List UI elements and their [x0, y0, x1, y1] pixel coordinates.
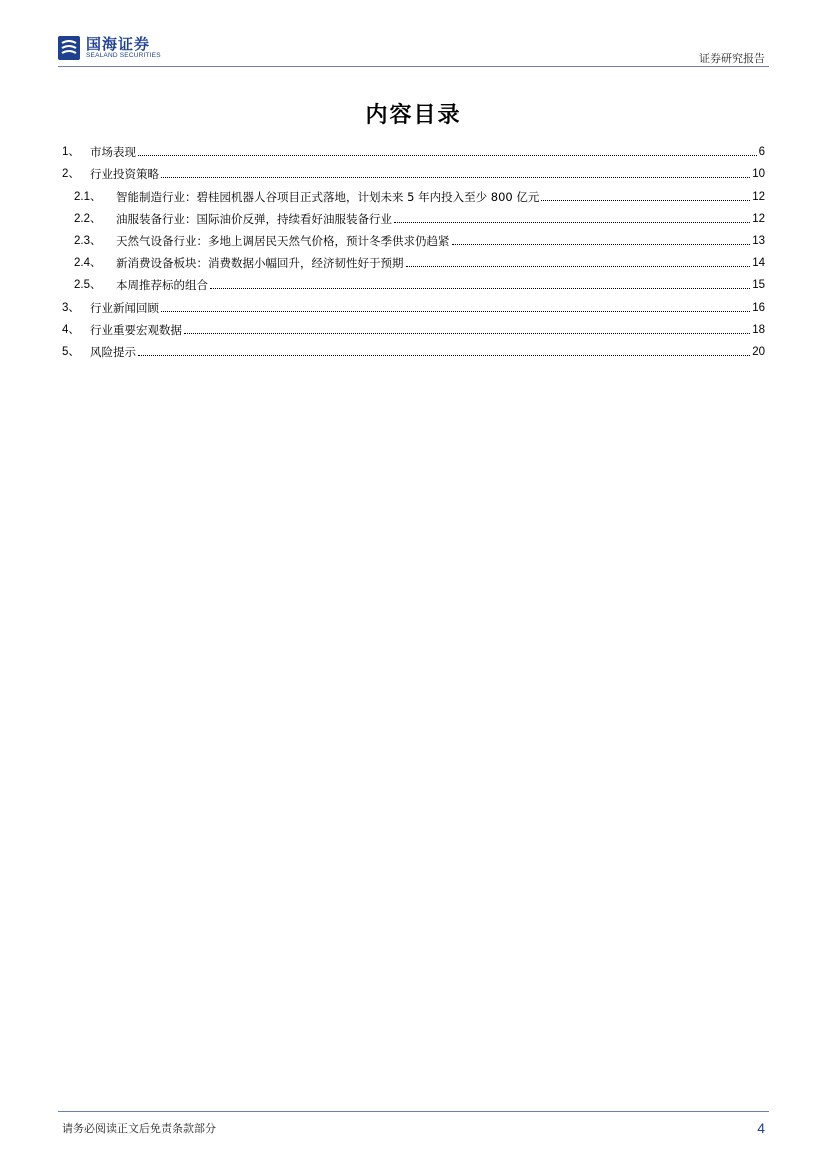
toc-entry-number: 2.2、 [74, 212, 102, 225]
toc-entry-number: 5、 [62, 345, 80, 358]
toc-entry[interactable] [62, 204, 765, 226]
toc-entry-number: 2.4、 [74, 257, 102, 270]
toc-entry-label[interactable]: 智能制造行业：碧桂园机器人谷项目正式落地，计划未来 5 年内投入至少 800 亿元 [116, 189, 540, 204]
toc-dot-leader [161, 177, 750, 178]
toc-title: 内容目录 [365, 102, 462, 128]
toc-entry-page[interactable]: 12 [752, 190, 765, 203]
toc-entry-label[interactable]: 天然气设备行业：多地上调居民天然气价格，预计冬季供求仍趋紧 [116, 233, 450, 248]
page-number: 4 [757, 1120, 765, 1136]
company-logo [58, 36, 161, 60]
toc-entry[interactable] [62, 292, 765, 314]
page-header [0, 0, 827, 70]
toc-entry-page[interactable]: 18 [752, 323, 765, 336]
toc-entry[interactable] [62, 315, 765, 337]
toc-entry-page[interactable]: 12 [752, 212, 765, 225]
toc-entry-page[interactable]: 14 [752, 257, 765, 270]
toc-entry-number: 1、 [62, 146, 80, 159]
logo-chinese-name: 国海证券 [86, 35, 151, 53]
toc-dot-leader [394, 222, 750, 223]
toc-entry-page[interactable]: 15 [752, 279, 765, 292]
toc-entry-label[interactable]: 风险提示 [90, 344, 136, 359]
toc-entry-number: 3、 [62, 301, 80, 314]
toc-dot-leader [161, 311, 750, 312]
toc-entry-page[interactable]: 20 [752, 345, 765, 358]
toc-entry[interactable] [62, 226, 765, 248]
toc-entry-label[interactable]: 行业投资策略 [90, 167, 159, 182]
footer-divider [58, 1111, 769, 1112]
toc-entry-label[interactable]: 行业新闻回顾 [90, 300, 159, 315]
toc-entry-number: 2.3、 [74, 234, 102, 247]
toc-entry-page[interactable]: 10 [752, 168, 765, 181]
toc-entry[interactable] [62, 159, 765, 181]
header-divider [58, 66, 769, 67]
toc-entry-label[interactable]: 本周推荐标的组合 [116, 278, 208, 293]
toc-dot-leader [210, 288, 750, 289]
toc-entry-page[interactable]: 16 [752, 301, 765, 314]
toc-dot-leader [138, 155, 757, 156]
toc-entry-number: 2.5、 [74, 279, 102, 292]
toc-dot-leader [184, 333, 750, 334]
toc-entry-page[interactable]: 13 [752, 234, 765, 247]
logo-english-name: SEALAND SECURITIES [86, 52, 161, 59]
toc-entry-label[interactable]: 行业重要宏观数据 [90, 322, 182, 337]
toc-entry[interactable] [62, 248, 765, 270]
toc-entry[interactable] [62, 270, 765, 292]
sealand-logo-icon [58, 36, 80, 60]
toc-entry-number: 2、 [62, 168, 80, 181]
toc-entry-label[interactable]: 新消费设备板块：消费数据小幅回升，经济韧性好于预期 [116, 256, 404, 271]
toc-entry-number: 4、 [62, 323, 80, 336]
report-type-label: 证券研究报告 [699, 52, 765, 65]
toc-entry-label[interactable]: 油服装备行业：国际油价反弹，持续看好油服装备行业 [116, 211, 392, 226]
toc-entry[interactable] [62, 137, 765, 159]
toc-dot-leader [541, 200, 750, 201]
toc-dot-leader [452, 244, 751, 245]
toc-entry-page[interactable]: 6 [758, 146, 765, 159]
table-of-contents [62, 137, 765, 359]
toc-dot-leader [138, 355, 750, 356]
toc-entry[interactable] [62, 337, 765, 359]
footer-disclaimer: 请务必阅读正文后免责条款部分 [62, 1122, 216, 1135]
toc-entry[interactable] [62, 181, 765, 203]
toc-entry-label[interactable]: 市场表现 [90, 145, 136, 160]
toc-entry-number: 2.1、 [74, 190, 102, 203]
toc-dot-leader [406, 266, 751, 267]
